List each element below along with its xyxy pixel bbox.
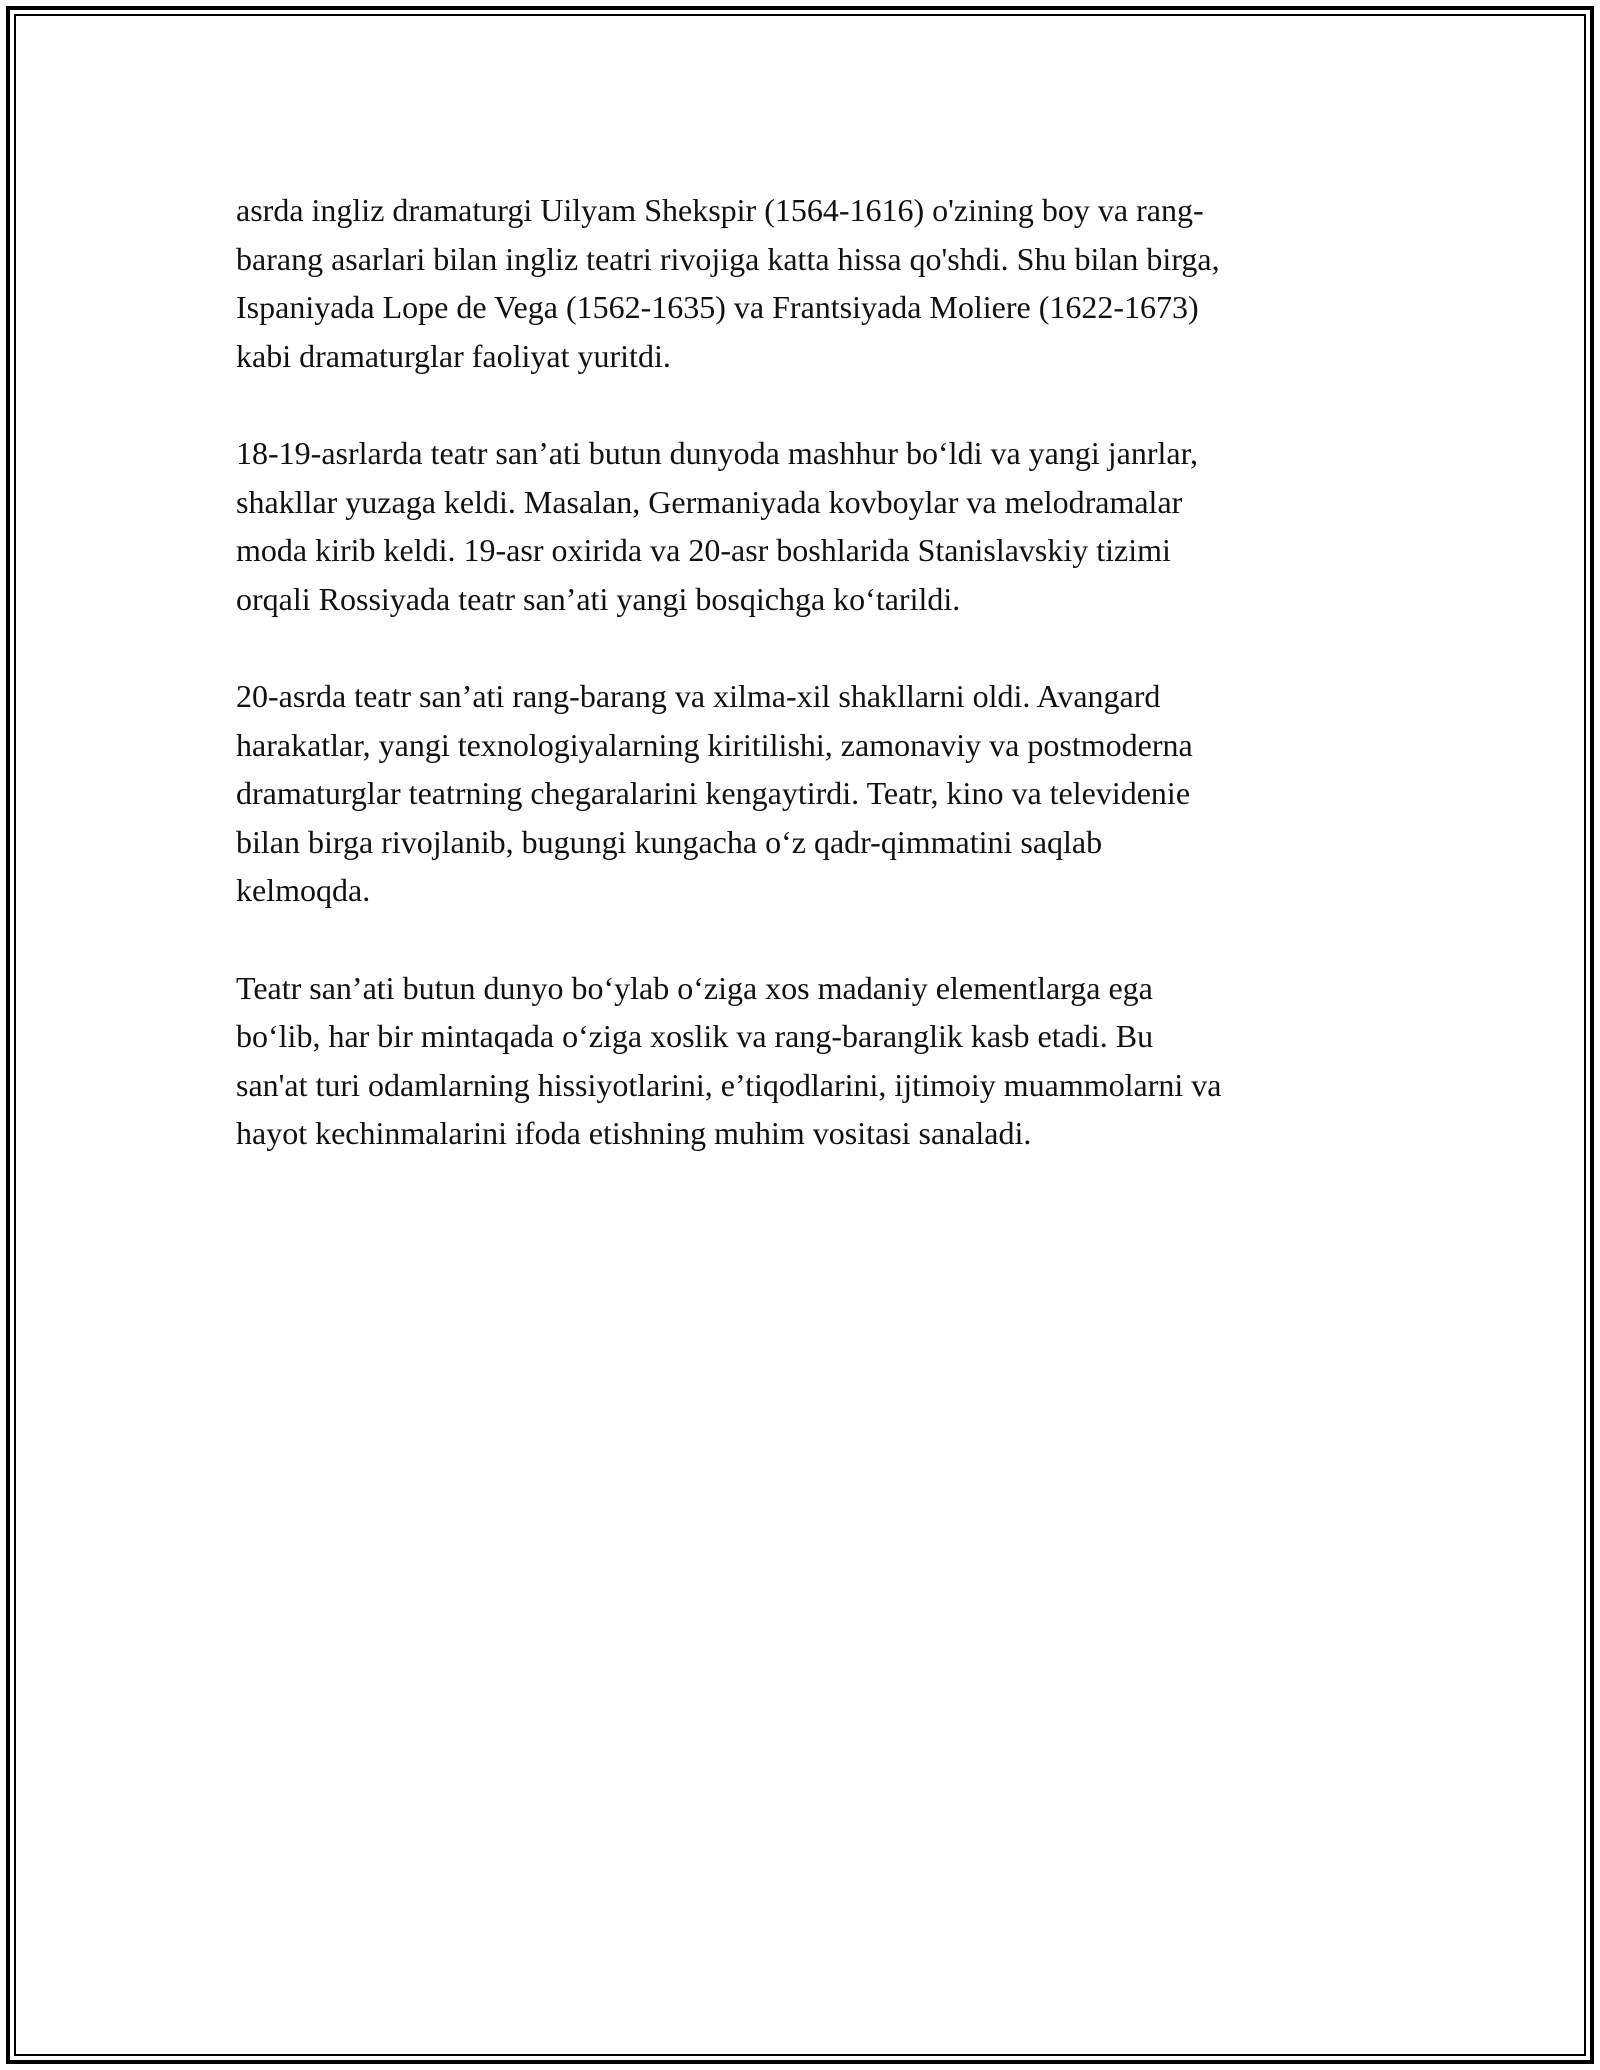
paragraph-line: kabi dramaturglar faoliyat yuritdi.	[236, 337, 671, 374]
paragraph-line: orqali Rossiyada teatr san’ati yangi bosqichga ko‘tarildi.	[236, 580, 961, 617]
paragraph-line: moda kirib keldi. 19-asr oxirida va 20-asr boshlarida Stanislavskiy tizimi	[236, 532, 1171, 568]
paragraph-line: dramaturglar teatrning chegaralarini kengaytirdi. Teatr, kino va televidenie	[236, 775, 1191, 811]
paragraph-line: bo‘lib, har bir mintaqada o‘ziga xoslik va rang-baranglik kasb etadi. Bu	[236, 1018, 1154, 1054]
paragraph-line: asrda ingliz dramaturgi Uilyam Shekspir (1564-1616) o'zining boy va rang-	[236, 192, 1204, 228]
paragraph-line: kelmoqda.	[236, 872, 371, 908]
paragraph-line: san'at turi odamlarning hissiyotlarini, e’tiqodlarini, ijtimoiy muammolarni va	[236, 1066, 1222, 1103]
paragraph-line: barang asarlari bilan ingliz teatri rivojiga katta hissa qo'shdi. Shu bilan birga,	[236, 240, 1220, 277]
paragraph-line: hayot kechinmalarini ifoda etishning muhim vositasi sanaladi.	[236, 1115, 1032, 1151]
paragraph-2	[236, 429, 1376, 623]
paragraph-1	[236, 186, 1376, 380]
paragraph-line: 18-19-asrlarda teatr san’ati butun dunyoda mashhur bo‘ldi va yangi janrlar,	[236, 435, 1198, 471]
paragraph-line: shakllar yuzaga keldi. Masalan, Germaniyada kovboylar va melodramalar	[236, 483, 1183, 520]
paragraph-line: 20-asrda teatr san’ati rang-barang va xilma-xil shakllarni oldi. Avangard	[236, 678, 1161, 714]
paragraph-line: Teatr san’ati butun dunyo bo‘ylab o‘ziga xos madaniy elementlarga ega	[236, 969, 1153, 1006]
document-body	[236, 186, 1376, 1207]
paragraph-3	[236, 672, 1376, 915]
paragraph-line: bilan birga rivojlanib, bugungi kungacha o‘z qadr-qimmatini saqlab	[236, 823, 1103, 860]
paragraph-line: harakatlar, yangi texnologiyalarning kiritilishi, zamonaviy va postmoderna	[236, 726, 1193, 763]
paragraph-4	[236, 964, 1376, 1158]
paragraph-line: Ispaniyada Lope de Vega (1562-1635) va Frantsiyada Moliere (1622-1673)	[236, 289, 1199, 325]
